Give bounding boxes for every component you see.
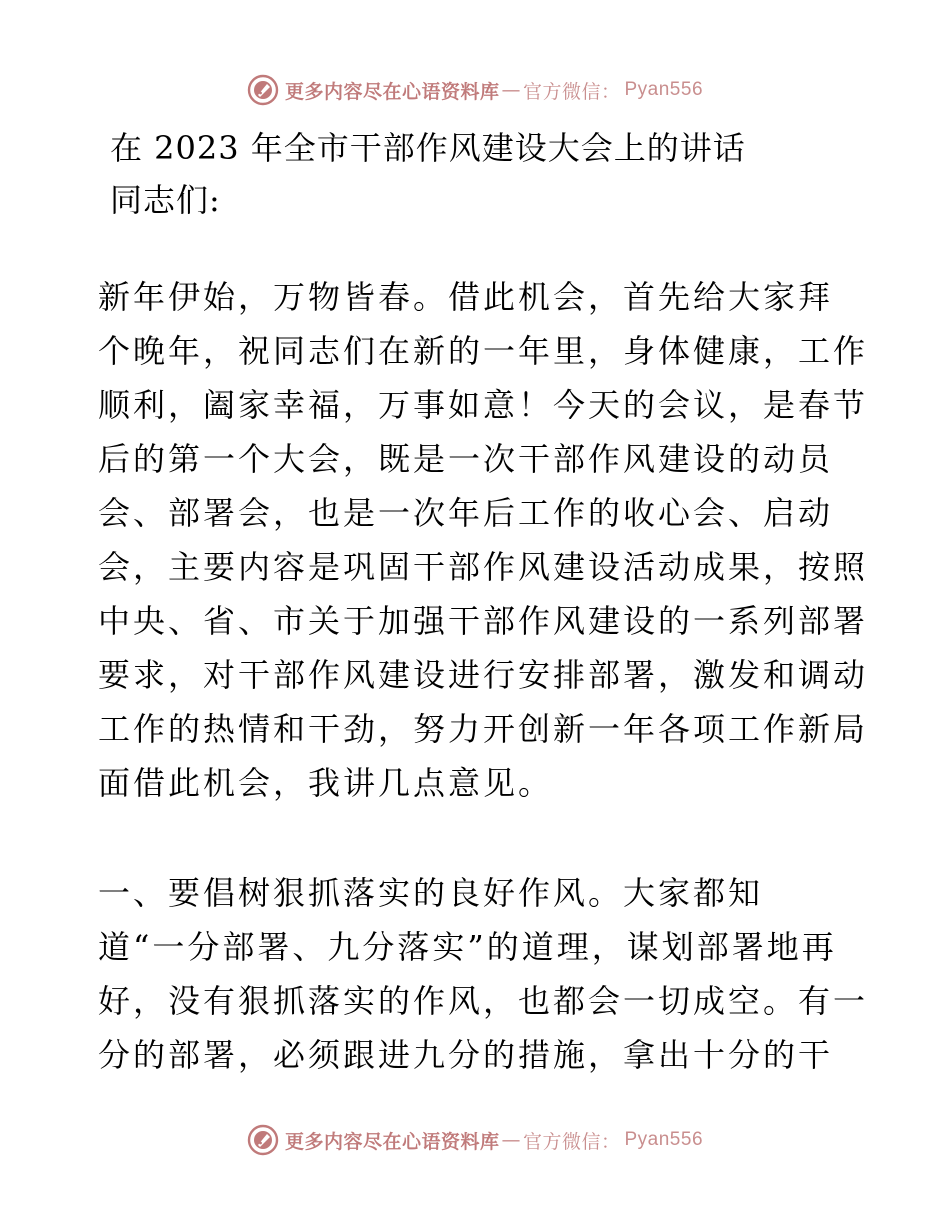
text-line: 顺利，阖家幸福，万事如意！今天的会议，是春节	[98, 386, 869, 424]
watermark-text: 更多内容尽在心语资料库	[284, 1130, 500, 1153]
watermark-dash: —	[501, 1129, 521, 1151]
pen-nib-logo-icon	[247, 1124, 279, 1156]
text-line: 分的部署，必须跟进九分的措施，拿出十分的干	[98, 1036, 834, 1074]
watermark-label: 官方微信：	[522, 1130, 621, 1153]
text-line: 新年伊始，万物皆春。借此机会，首先给大家拜	[98, 278, 834, 316]
text-line: 会，主要内容是巩固干部作风建设活动成果，按照	[98, 548, 869, 586]
text-line: 要求，对干部作风建设进行安排部署，激发和调动	[98, 656, 869, 694]
watermark-footer	[0, 1120, 950, 1160]
text-line: 好，没有狠抓落实的作风，也都会一切成空。有一	[98, 982, 869, 1020]
pen-nib-logo-icon	[247, 74, 279, 106]
watermark-id: Pyan556	[624, 79, 704, 100]
text-line: 个晚年，祝同志们在新的一年里，身体健康，工作	[98, 332, 869, 370]
text-line: 一、要倡树狠抓落实的良好作风。大家都知	[98, 874, 764, 912]
paragraph-opening	[98, 270, 869, 810]
text-line: 工作的热情和干劲，努力开创新一年各项工作新局	[98, 710, 869, 748]
text-line: 道“一分部署、九分落实”的道理，谋划部署地再	[98, 928, 837, 966]
document-title: 在 2023 年全市干部作风建设大会上的讲话	[110, 129, 746, 167]
paragraph-section-one	[98, 866, 869, 1082]
watermark-text: 更多内容尽在心语资料库	[284, 80, 500, 103]
watermark-dash: —	[501, 79, 521, 101]
watermark-header	[0, 70, 950, 110]
watermark-label: 官方微信：	[522, 80, 621, 103]
text-line: 面借此机会，我讲几点意见。	[98, 764, 554, 802]
text-line: 中央、省、市关于加强干部作风建设的一系列部署	[98, 602, 869, 640]
text-line: 后的第一个大会，既是一次干部作风建设的动员	[98, 440, 834, 478]
salutation: 同志们:	[110, 181, 221, 219]
text-line: 会、部署会，也是一次年后工作的收心会、启动	[98, 494, 834, 532]
watermark-id: Pyan556	[624, 1129, 704, 1150]
